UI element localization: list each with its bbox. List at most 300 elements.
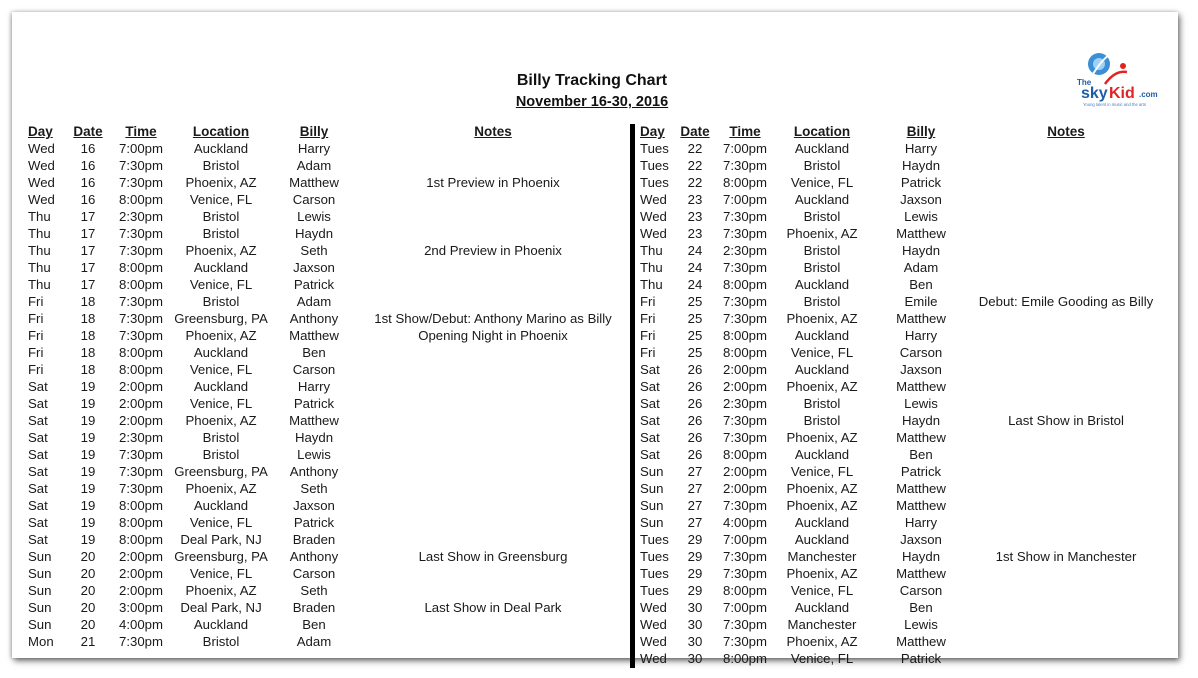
table-row [638,157,1158,174]
table-row [638,565,1158,582]
cell-notes [974,480,1158,497]
cell-date: 19 [80,532,96,547]
cell-time: 2:30pm [723,243,767,258]
cell-time: 7:30pm [119,634,163,649]
cell-location: Auckland [794,600,850,615]
cell-location: Bristol [803,294,841,309]
cell-billy: Harry [297,379,331,394]
cell-time: 2:00pm [723,464,767,479]
cell-location: Venice, FL [790,345,854,360]
cell-time: 7:00pm [723,192,767,207]
col-header-notes: Notes [474,124,512,139]
cell-day: Wed [28,192,55,207]
cell-notes [354,429,632,446]
cell-notes [974,599,1158,616]
cell-notes [354,480,632,497]
table-row [24,412,632,429]
cell-date: 17 [80,277,96,292]
cell-day: Sat [28,515,48,530]
cell-location: Bristol [202,447,240,462]
cell-time: 8:00pm [723,277,767,292]
cell-billy: Matthew [896,566,946,581]
cell-time: 2:00pm [723,481,767,496]
cell-billy: Ben [909,277,933,292]
table-row [24,395,632,412]
cell-time: 7:30pm [119,447,163,462]
cell-notes [354,395,632,412]
cell-notes [354,361,632,378]
cell-location: Deal Park, NJ [180,532,262,547]
cell-day: Fri [28,328,44,343]
cell-time: 7:00pm [723,141,767,156]
cell-notes [354,259,632,276]
cell-notes [974,259,1158,276]
cell-location: Manchester [787,549,857,564]
cell-date: 29 [687,549,703,564]
col-header-date: Date [680,124,710,139]
cell-time: 7:30pm [723,158,767,173]
cell-day: Sat [640,362,660,377]
cell-location: Greensburg, PA [174,464,268,479]
cell-notes [974,395,1158,412]
cell-notes: 2nd Preview in Phoenix [424,243,562,258]
cell-billy: Jaxson [900,192,942,207]
cell-time: 7:30pm [723,634,767,649]
cell-location: Bristol [803,413,841,428]
logo-sky: sky [1081,85,1108,102]
cell-notes [974,344,1158,361]
table-row [638,174,1158,191]
cell-location: Phoenix, AZ [786,634,858,649]
table-row [638,497,1158,514]
cell-billy: Patrick [900,464,942,479]
cell-location: Bristol [803,260,841,275]
col-header-time: Time [125,124,157,139]
col-header-date: Date [73,124,103,139]
table-row [24,463,632,480]
cell-day: Thu [640,260,663,275]
cell-day: Fri [28,311,44,326]
cell-location: Venice, FL [189,277,253,292]
cell-date: 23 [687,226,703,241]
cell-notes [974,429,1158,446]
cell-location: Bristol [803,209,841,224]
cell-time: 7:30pm [723,498,767,513]
cell-notes [974,327,1158,344]
table-row [638,327,1158,344]
cell-date: 26 [687,413,703,428]
cell-date: 19 [80,430,96,445]
cell-location: Venice, FL [790,583,854,598]
cell-notes [354,293,632,310]
cell-day: Sun [640,481,664,496]
cell-day: Sat [28,447,48,462]
cell-day: Wed [28,158,55,173]
cell-location: Auckland [193,498,249,513]
cell-time: 8:00pm [119,515,163,530]
cell-notes [974,276,1158,293]
cell-notes: Opening Night in Phoenix [418,328,568,343]
logo-dotcom: .com [1139,90,1158,99]
cell-day: Thu [28,243,51,258]
cell-time: 8:00pm [119,362,163,377]
cell-date: 18 [80,294,96,309]
cell-date: 19 [80,447,96,462]
cell-date: 25 [687,345,703,360]
cell-billy: Matthew [289,413,339,428]
cell-billy: Haydn [294,430,334,445]
cell-date: 30 [687,651,703,666]
cell-date: 30 [687,634,703,649]
cell-billy: Jaxson [293,498,335,513]
cell-time: 7:30pm [119,464,163,479]
cell-time: 8:00pm [119,277,163,292]
cell-billy: Lewis [297,209,331,224]
cell-billy: Matthew [896,379,946,394]
cell-location: Phoenix, AZ [786,566,858,581]
table-row [638,276,1158,293]
cell-date: 24 [687,277,703,292]
cell-date: 19 [80,396,96,411]
cell-billy: Carson [292,566,336,581]
cell-location: Auckland [794,515,850,530]
cell-day: Fri [640,328,656,343]
cell-time: 2:00pm [119,566,163,581]
cell-billy: Haydn [294,226,334,241]
table-row [638,650,1158,667]
table-row [24,344,632,361]
cell-date: 26 [687,396,703,411]
cell-date: 22 [687,175,703,190]
cell-time: 7:30pm [723,311,767,326]
logo-emblem-icon [1088,53,1127,84]
cell-location: Phoenix, AZ [185,328,257,343]
cell-notes [354,378,632,395]
cell-billy: Adam [296,158,332,173]
col-header-day: Day [640,124,665,139]
cell-day: Sun [28,600,52,615]
cell-location: Bristol [202,634,240,649]
table-row [638,531,1158,548]
cell-date: 27 [687,481,703,496]
cell-billy: Patrick [900,651,942,666]
cell-date: 19 [80,464,96,479]
cell-day: Wed [28,175,55,190]
cell-day: Fri [28,345,44,360]
cell-time: 8:00pm [723,447,767,462]
cell-time: 2:30pm [723,396,767,411]
cell-notes: Last Show in Bristol [1008,413,1124,428]
cell-location: Auckland [794,277,850,292]
cell-day: Thu [28,209,51,224]
cell-billy: Braden [292,532,336,547]
cell-time: 8:00pm [723,583,767,598]
cell-time: 8:00pm [119,532,163,547]
cell-billy: Ben [302,617,326,632]
cell-location: Auckland [794,328,850,343]
cell-billy: Adam [296,294,332,309]
cell-day: Sat [28,396,48,411]
cell-billy: Haydn [901,158,941,173]
table-row [638,208,1158,225]
table-row [638,412,1158,429]
cell-billy: Patrick [900,175,942,190]
cell-billy: Haydn [901,549,941,564]
table-row [24,633,632,650]
cell-notes [974,225,1158,242]
table-row [24,140,632,157]
cell-notes [974,616,1158,633]
cell-day: Wed [640,634,667,649]
table-row [638,293,1158,310]
cell-day: Sun [640,464,664,479]
cell-date: 25 [687,311,703,326]
cell-billy: Carson [899,583,943,598]
cell-time: 2:00pm [723,379,767,394]
cell-date: 16 [80,141,96,156]
cell-time: 7:30pm [723,260,767,275]
cell-time: 7:00pm [723,532,767,547]
cell-time: 8:00pm [119,498,163,513]
cell-date: 27 [687,464,703,479]
cell-billy: Braden [292,600,336,615]
schedule-left-body [24,140,632,650]
cell-notes [974,242,1158,259]
cell-billy: Jaxson [293,260,335,275]
cell-date: 20 [80,566,96,581]
cell-date: 19 [80,413,96,428]
cell-notes [974,565,1158,582]
cell-notes [974,497,1158,514]
cell-location: Bristol [202,209,240,224]
cell-location: Phoenix, AZ [786,430,858,445]
cell-date: 19 [80,481,96,496]
cell-location: Greensburg, PA [174,311,268,326]
table-row [638,463,1158,480]
cell-time: 2:00pm [119,549,163,564]
table-row [638,514,1158,531]
cell-notes [974,361,1158,378]
cell-day: Wed [640,192,667,207]
cell-day: Wed [640,209,667,224]
cell-date: 25 [687,294,703,309]
cell-day: Sat [28,481,48,496]
cell-day: Sun [640,498,664,513]
cell-time: 7:30pm [723,566,767,581]
cell-day: Sat [28,379,48,394]
cell-location: Phoenix, AZ [786,379,858,394]
cell-time: 8:00pm [119,345,163,360]
cell-notes: 1st Show in Manchester [995,549,1137,564]
table-row [638,344,1158,361]
cell-location: Phoenix, AZ [185,583,257,598]
cell-time: 8:00pm [723,328,767,343]
table-row [24,616,632,633]
cell-day: Wed [640,226,667,241]
cell-day: Tues [640,532,669,547]
cell-date: 19 [80,498,96,513]
cell-location: Auckland [794,532,850,547]
cell-billy: Matthew [289,175,339,190]
cell-billy: Adam [903,260,939,275]
cell-billy: Lewis [904,617,938,632]
cell-day: Wed [640,617,667,632]
cell-day: Thu [28,226,51,241]
cell-billy: Ben [909,447,933,462]
cell-notes [354,446,632,463]
page-subtitle: November 16-30, 2016 [515,94,669,110]
cell-billy: Harry [904,141,938,156]
cell-time: 2:30pm [119,209,163,224]
cell-location: Auckland [193,141,249,156]
cell-date: 17 [80,209,96,224]
cell-notes [974,582,1158,599]
cell-time: 7:30pm [119,311,163,326]
cell-day: Tues [640,175,669,190]
cell-notes [354,633,632,650]
cell-location: Bristol [803,158,841,173]
cell-location: Phoenix, AZ [185,243,257,258]
table-row [24,361,632,378]
cell-location: Phoenix, AZ [786,481,858,496]
cell-billy: Adam [296,634,332,649]
cell-location: Bristol [202,294,240,309]
cell-billy: Lewis [904,396,938,411]
table-row [24,497,632,514]
cell-time: 7:30pm [723,413,767,428]
cell-day: Sun [640,515,664,530]
cell-notes [974,208,1158,225]
table-row [24,310,632,327]
cell-day: Tues [640,141,669,156]
cell-location: Greensburg, PA [174,549,268,564]
cell-day: Sun [28,566,52,581]
cell-date: 19 [80,515,96,530]
cell-location: Venice, FL [189,192,253,207]
table-row [24,208,632,225]
cell-notes [354,616,632,633]
table-row [24,191,632,208]
cell-time: 2:00pm [119,379,163,394]
table-row [638,378,1158,395]
table-row [24,582,632,599]
cell-time: 4:00pm [723,515,767,530]
cell-day: Thu [28,277,51,292]
cell-day: Tues [640,549,669,564]
cell-day: Wed [640,600,667,615]
cell-date: 26 [687,362,703,377]
table-row [638,480,1158,497]
cell-location: Bristol [202,430,240,445]
cell-location: Bristol [202,158,240,173]
cell-billy: Jaxson [900,532,942,547]
cell-day: Wed [640,651,667,666]
cell-date: 29 [687,566,703,581]
cell-day: Fri [640,294,656,309]
table-row [24,429,632,446]
cell-billy: Carson [292,362,336,377]
cell-time: 7:30pm [723,209,767,224]
table-row [24,446,632,463]
cell-location: Bristol [803,396,841,411]
cell-billy: Anthony [289,311,339,326]
cell-day: Sat [28,532,48,547]
table-row [24,157,632,174]
cell-notes [354,582,632,599]
cell-day: Thu [640,277,663,292]
document-page [12,12,1178,666]
cell-time: 7:30pm [119,243,163,258]
cell-date: 27 [687,498,703,513]
cell-day: Sat [640,430,660,445]
cell-billy: Matthew [896,226,946,241]
cell-date: 30 [687,600,703,615]
cell-day: Sat [640,413,660,428]
cell-time: 8:00pm [119,192,163,207]
cell-time: 3:00pm [119,600,163,615]
cell-billy: Matthew [896,498,946,513]
cell-billy: Emile [904,294,938,309]
cell-location: Auckland [794,192,850,207]
cell-day: Tues [640,566,669,581]
table-row [24,327,632,344]
cell-notes [974,633,1158,650]
cell-notes [974,378,1158,395]
cell-time: 8:00pm [723,345,767,360]
col-header-billy: Billy [299,124,329,139]
cell-day: Sun [28,617,52,632]
cell-location: Phoenix, AZ [185,481,257,496]
table-row [638,599,1158,616]
cell-notes [354,157,632,174]
cell-day: Fri [640,345,656,360]
page-title: Billy Tracking Chart [516,72,668,89]
cell-location: Venice, FL [189,362,253,377]
table-row [24,174,632,191]
cell-billy: Patrick [293,277,335,292]
cell-day: Tues [640,158,669,173]
cell-notes [974,174,1158,191]
cell-day: Mon [28,634,54,649]
table-row [24,242,632,259]
cell-location: Phoenix, AZ [786,498,858,513]
cell-day: Sat [28,413,48,428]
cell-time: 7:30pm [723,617,767,632]
cell-location: Venice, FL [790,175,854,190]
col-header-time: Time [729,124,761,139]
table-row [638,140,1158,157]
cell-day: Tues [640,583,669,598]
cell-notes [354,208,632,225]
cell-date: 17 [80,260,96,275]
cell-time: 4:00pm [119,617,163,632]
cell-date: 24 [687,260,703,275]
cell-notes [354,344,632,361]
cell-time: 7:30pm [119,294,163,309]
cell-date: 30 [687,617,703,632]
cell-billy: Ben [302,345,326,360]
cell-billy: Haydn [901,413,941,428]
cell-time: 7:30pm [723,430,767,445]
cell-billy: Anthony [289,464,339,479]
cell-date: 18 [80,328,96,343]
cell-location: Auckland [193,617,249,632]
cell-notes [974,650,1158,667]
col-header-day: Day [28,124,53,139]
cell-notes [974,463,1158,480]
cell-date: 23 [687,192,703,207]
cell-day: Fri [640,311,656,326]
